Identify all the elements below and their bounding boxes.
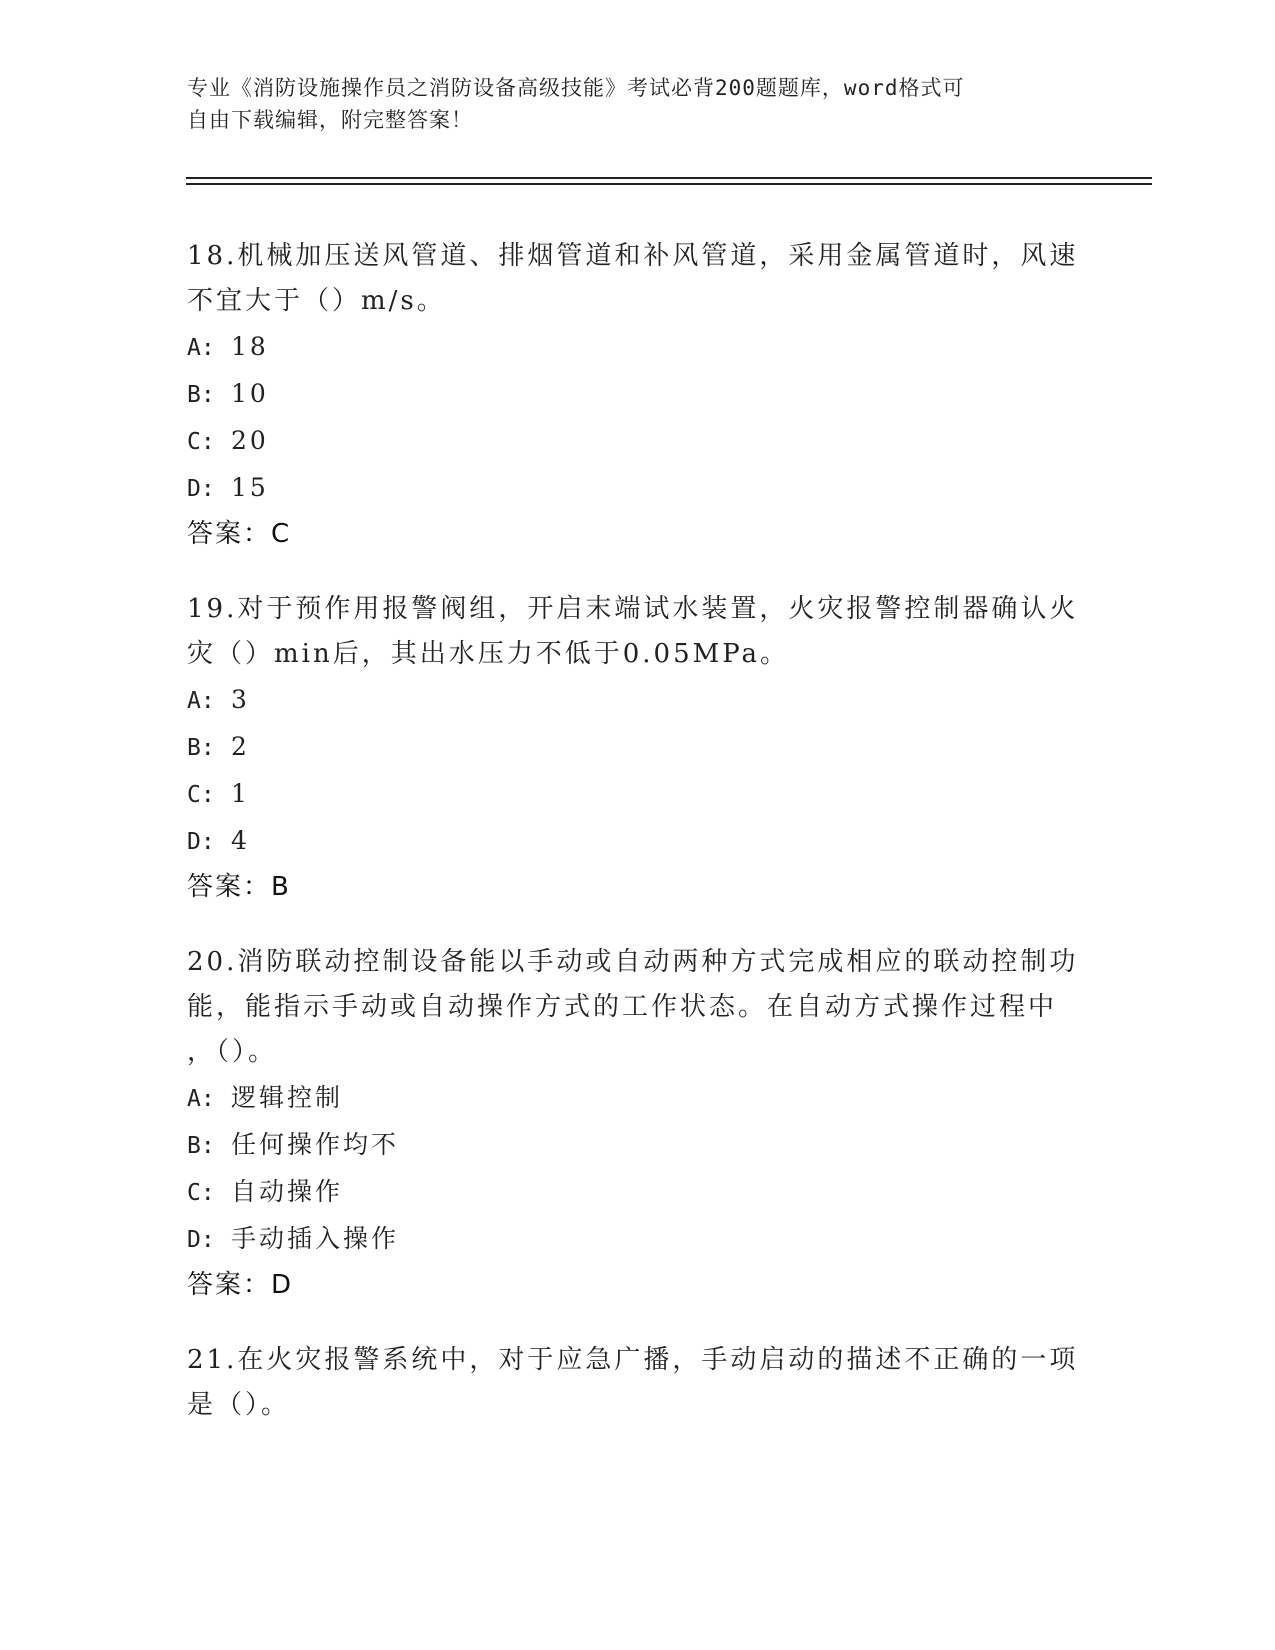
stem-line: 21.在火灾报警系统中，对于应急广播，手动启动的描述不正确的一项 (187, 1345, 1079, 1375)
question-19 (187, 587, 1087, 910)
option-text: 3 (231, 685, 250, 714)
question-20 (187, 940, 1087, 1308)
option-d (187, 1216, 1087, 1263)
question-stem (187, 940, 1087, 1075)
option-text: 2 (231, 732, 250, 761)
option-text: 10 (231, 379, 269, 408)
stem-line: 20.消防联动控制设备能以手动或自动两种方式完成相应的联动控制功 (187, 947, 1079, 977)
option-letter: B: (187, 1133, 215, 1159)
question-stem (187, 234, 1087, 324)
header-line-2: 自由下载编辑，附完整答案！ (187, 108, 473, 132)
stem-line: 灾（）min后，其出水压力不低于0.05MPa。 (187, 639, 790, 669)
option-letter: C: (187, 782, 215, 808)
stem-line: 不宜大于（）m/s。 (187, 286, 446, 316)
option-letter: D: (187, 1227, 215, 1253)
option-letter: A: (187, 1086, 215, 1112)
option-a (187, 1075, 1087, 1122)
answer-line: 答案：D (187, 1270, 294, 1300)
stem-line: 能，能指示手动或自动操作方式的工作状态。在自动方式操作过程中 (187, 992, 1058, 1022)
question-list (187, 234, 1087, 1458)
option-list (187, 677, 1087, 865)
header-divider-top (186, 177, 1152, 179)
question-18 (187, 234, 1087, 557)
option-letter: B: (187, 382, 215, 408)
option-letter: D: (187, 476, 215, 502)
option-b (187, 371, 1087, 418)
option-list (187, 324, 1087, 512)
option-text: 18 (231, 332, 269, 361)
option-letter: C: (187, 429, 215, 455)
option-a (187, 677, 1087, 724)
option-a (187, 324, 1087, 371)
question-21 (187, 1338, 1087, 1428)
option-letter: D: (187, 829, 215, 855)
header-line-1: 专业《消防设施操作员之消防设备高级技能》考试必背200题题库，word格式可 (187, 76, 965, 100)
option-c (187, 418, 1087, 465)
option-b (187, 1122, 1087, 1169)
option-d (187, 465, 1087, 512)
question-stem (187, 587, 1087, 677)
stem-line: 是（）。 (187, 1390, 291, 1420)
option-c (187, 771, 1087, 818)
stem-line: 19.对于预作用报警阀组，开启末端试水装置，火灾报警控制器确认火 (187, 594, 1079, 624)
answer-line: 答案：C (187, 519, 292, 549)
option-text: 自动操作 (231, 1177, 344, 1206)
option-letter: B: (187, 735, 215, 761)
option-text: 1 (231, 779, 250, 808)
option-letter: A: (187, 335, 215, 361)
option-b (187, 724, 1087, 771)
answer-line: 答案：B (187, 872, 291, 902)
option-text: 20 (231, 426, 269, 455)
option-text: 任何操作均不 (231, 1130, 400, 1159)
option-letter: A: (187, 688, 215, 714)
option-text: 4 (231, 826, 250, 855)
option-d (187, 818, 1087, 865)
option-text: 手动插入操作 (231, 1224, 400, 1253)
option-text: 15 (231, 473, 269, 502)
option-c (187, 1169, 1087, 1216)
option-text: 逻辑控制 (231, 1083, 344, 1112)
option-list (187, 1075, 1087, 1263)
stem-line: 18.机械加压送风管道、排烟管道和补风管道，采用金属管道时，风速 (187, 241, 1079, 271)
option-letter: C: (187, 1180, 215, 1206)
document-header (187, 72, 1067, 136)
header-divider-bottom (186, 183, 1152, 185)
question-stem (187, 1338, 1087, 1428)
stem-line: ，（）。 (187, 1037, 278, 1067)
